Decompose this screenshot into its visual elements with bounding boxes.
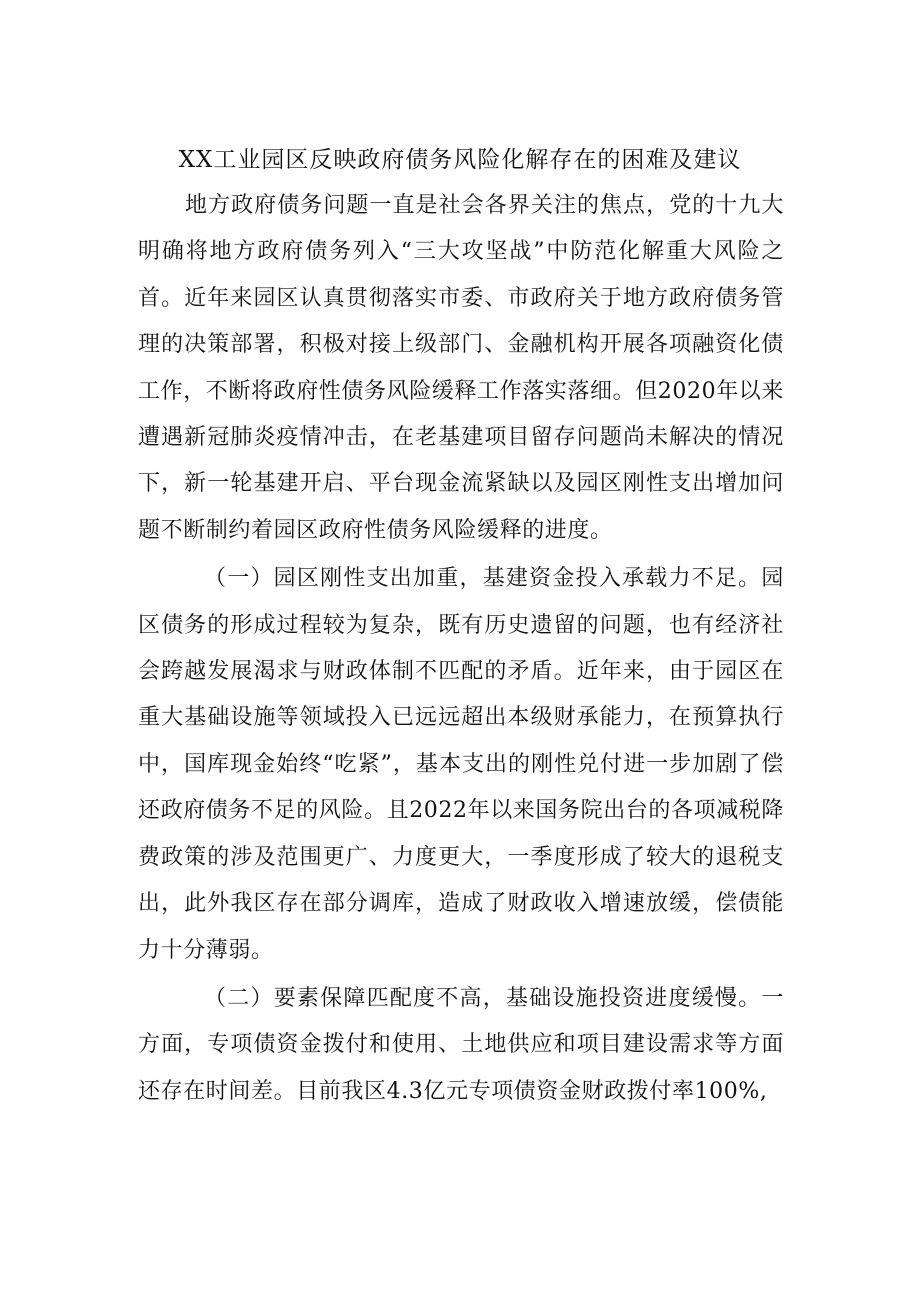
paragraph-section-2: （二）要素保障匹配度不高，基础设施投资进度缓慢。一方面，专项债资金拨付和使用、土地供应和项目建设需求等方面还存在时间差。目前我区4.3亿元专项债资金财政拨付率100%,	[138, 985, 784, 1104]
paragraph-intro: 地方政府债务问题一直是社会各界关注的焦点，党的十九大明确将地方政府债务列入“三大攻坚战”中防范化解重大风险之首。近年来园区认真贯彻落实市委、市政府关于地方政府债务管理的决策部署，积极对接上级部门、金融机构开展各项融资化债工作，不断将政府性债务风险缓释工作落实落细。但2020年以来遭遇新冠肺炎疫情冲击，在老基建项目留存问题尚未解决的情况下，新一轮基建开启、平台现金流紧缺以及园区刚性支出增加问题不断制约着园区政府性债务风险缓释的进度。	[138, 193, 784, 543]
document-body	[138, 183, 784, 1115]
document-title: XX工业园区反映政府债务风险化解存在的困难及建议	[178, 147, 742, 173]
paragraph-section-1: （一）园区刚性支出加重，基建资金投入承载力不足。园区债务的形成过程较为复杂，既有历史遗留的问题，也有经济社会跨越发展渴求与财政体制不匹配的矛盾。近年来，由于园区在重大基础设施等领域投入已远远超出本级财承能力，在预算执行中，国库现金始终“吃紧”，基本支出的刚性兑付进一步加剧了偿还政府债务不足的风险。且2022年以来国务院出台的各项减税降费政策的涉及范围更广、力度更大，一季度形成了较大的退税支出，此外我区存在部分调库，造成了财政收入增速放缓，偿债能力十分薄弱。	[138, 566, 784, 963]
